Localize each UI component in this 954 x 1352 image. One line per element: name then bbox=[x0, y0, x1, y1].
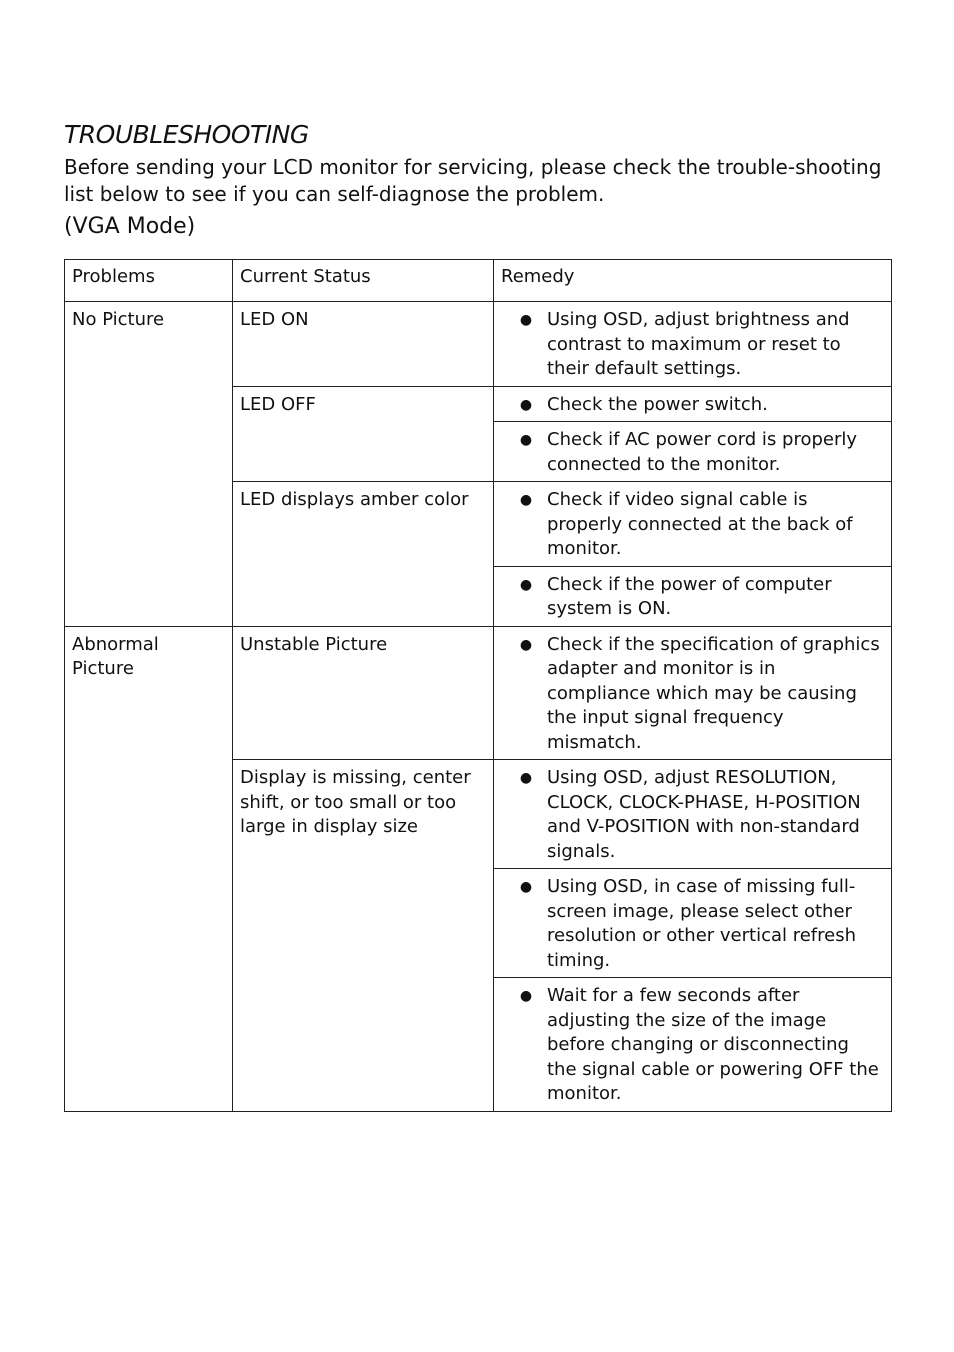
remedy-cell bbox=[494, 302, 892, 387]
remedy-cell bbox=[494, 869, 892, 978]
bullet-icon: ● bbox=[519, 396, 533, 413]
remedy-text: Check if video signal cable is properly connected at the back of monitor. bbox=[547, 489, 853, 559]
bullet-icon: ● bbox=[519, 312, 533, 328]
table-row bbox=[65, 302, 892, 387]
remedy-cell bbox=[494, 482, 892, 567]
header-remedy: Remedy bbox=[494, 260, 892, 302]
table-row bbox=[65, 626, 892, 760]
remedy-cell bbox=[494, 566, 892, 626]
status-cell: LED ON bbox=[233, 302, 494, 387]
bullet-icon: ● bbox=[519, 492, 533, 508]
remedy-text: Using OSD, in case of missing full-screen image, please select other resolution or other vertical refresh timing. bbox=[547, 876, 857, 971]
problem-cell: No Picture bbox=[65, 302, 233, 627]
remedy-text: Wait for a few seconds after adjusting the size of the image before changing or disconnecting the signal cable or powering OFF the monitor. bbox=[547, 985, 879, 1104]
remedy-text: Check the power switch. bbox=[547, 393, 768, 415]
page-title: TROUBLESHOOTING bbox=[64, 120, 309, 149]
problem-cell: Abnormal Picture bbox=[65, 626, 233, 1111]
header-problems: Problems bbox=[65, 260, 233, 302]
remedy-text: Check if the power of computer system is ON. bbox=[547, 573, 832, 619]
table-header-row bbox=[65, 260, 892, 302]
remedy-text: Using OSD, adjust RESOLUTION, CLOCK, CLOCK-PHASE, H-POSITION and V-POSITION with non-standard signals. bbox=[547, 767, 861, 862]
remedy-cell bbox=[494, 626, 892, 760]
header-current-status: Current Status bbox=[233, 260, 494, 302]
remedy-cell bbox=[494, 422, 892, 482]
status-cell: Unstable Picture bbox=[233, 626, 494, 760]
bullet-icon: ● bbox=[519, 770, 533, 786]
status-cell: LED displays amber color bbox=[233, 482, 494, 627]
mode-label: (VGA Mode) bbox=[64, 214, 196, 239]
status-cell: Display is missing, center shift, or too small or too large in display size bbox=[233, 760, 494, 1112]
bullet-icon: ● bbox=[519, 879, 533, 895]
remedy-text: Using OSD, adjust brightness and contrast to maximum or reset to their default settings. bbox=[547, 309, 850, 379]
bullet-icon: ● bbox=[519, 988, 533, 1004]
status-cell: LED OFF bbox=[233, 386, 494, 482]
bullet-icon: ● bbox=[519, 576, 533, 593]
intro-paragraph: Before sending your LCD monitor for servicing, please check the trouble-shooting list below to see if you can self-diagnose the problem. bbox=[64, 155, 882, 206]
remedy-text: Check if the specification of graphics adapter and monitor is in compliance which may be causing the input signal frequency mismatch. bbox=[547, 633, 880, 753]
remedy-cell bbox=[494, 386, 892, 422]
bullet-icon: ● bbox=[519, 636, 533, 653]
troubleshooting-table bbox=[64, 259, 892, 1112]
remedy-cell bbox=[494, 760, 892, 869]
remedy-cell bbox=[494, 978, 892, 1112]
remedy-text: Check if AC power cord is properly connected to the monitor. bbox=[547, 429, 858, 475]
bullet-icon: ● bbox=[519, 432, 533, 448]
